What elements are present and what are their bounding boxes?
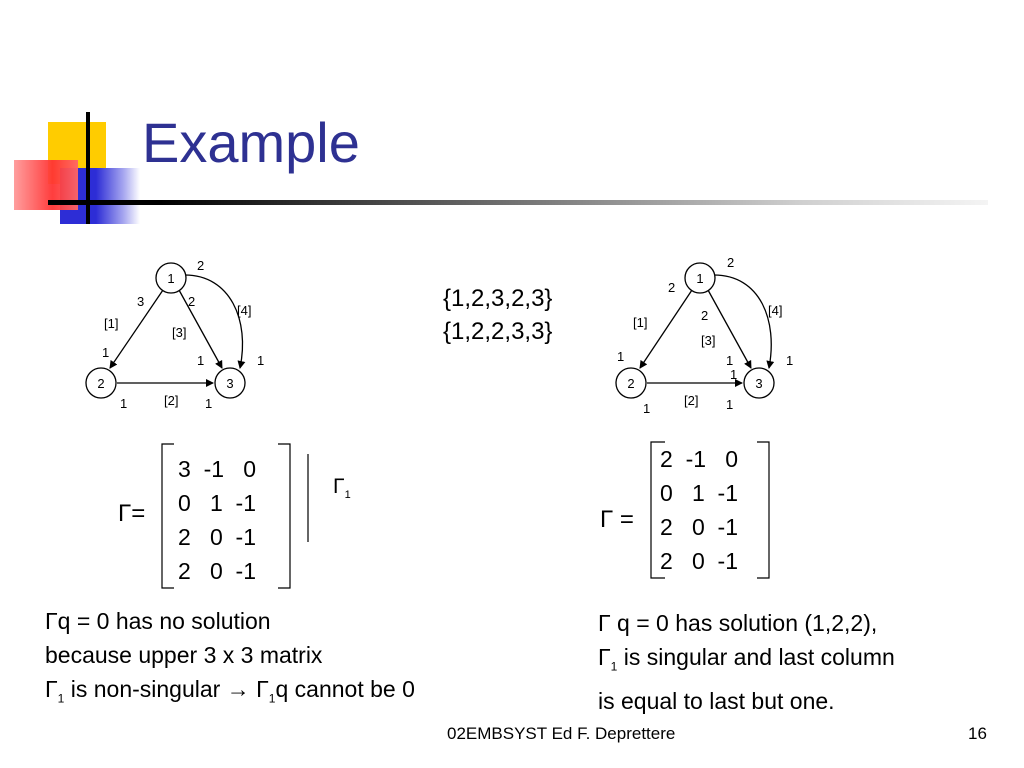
title-underline <box>48 200 988 205</box>
right-label-e13b-name: [4] <box>768 303 783 318</box>
left-line3-index: 1 <box>57 691 65 706</box>
right-explanation-line-1: Γ q = 0 has solution (1,2,2), <box>598 610 878 636</box>
right-label-e12-cons: 1 <box>617 349 625 364</box>
left-label-e23-name: [2] <box>164 393 179 408</box>
right-matrix-row-3: 2 0 -1 <box>660 514 738 540</box>
left-label-e13-cons: 1 <box>197 353 205 368</box>
left-label-e12-name: [1] <box>104 316 119 331</box>
right-edge-1-2 <box>640 290 692 368</box>
sequence-sets <box>443 282 552 348</box>
right-label-e13-name: [3] <box>701 333 716 348</box>
left-gamma1-label <box>333 475 351 501</box>
right-line2-end: is singular and last column <box>617 644 895 670</box>
right-label-e23-prod: 1 <box>643 401 651 416</box>
left-label-e13b-name: [4] <box>237 303 252 318</box>
right-gamma-label: Γ = <box>600 506 634 533</box>
left-matrix-row-2: 0 1 -1 <box>178 490 256 516</box>
left-node-1-label: 1 <box>167 271 175 286</box>
slide-title: Example <box>142 111 360 174</box>
sequence-set-2: {1,2,2,3,3} <box>443 318 553 345</box>
left-explanation-line-3 <box>45 672 415 716</box>
right-label-e12-prod: 2 <box>668 280 676 295</box>
right-line2-index: 1 <box>610 659 618 674</box>
left-matrix-row-4: 2 0 -1 <box>178 558 256 584</box>
right-explanation-line-2 <box>598 640 895 684</box>
left-label-e13-prod: 2 <box>188 294 196 309</box>
right-label-e12-name: [1] <box>633 315 648 330</box>
right-node-1-label: 1 <box>696 271 704 286</box>
right-matrix-values <box>660 442 738 578</box>
right-line2-gamma: Γ <box>598 644 611 670</box>
right-label-e23-cons: 1 <box>726 397 734 412</box>
left-label-e13-name: [3] <box>172 325 187 340</box>
left-line3-middle: is non-singular → Γ <box>64 676 269 702</box>
left-matrix-row-1: 3 -1 0 <box>178 456 256 482</box>
left-line3-gamma: Γ <box>45 676 58 702</box>
left-explanation-line-2: because upper 3 x 3 matrix <box>45 642 323 668</box>
right-label-e13b-cons: 1 <box>786 353 794 368</box>
left-label-n1-top: 2 <box>197 258 205 273</box>
left-explanation-line-1: Γq = 0 has no solution <box>45 608 271 634</box>
left-label-e23-cons: 1 <box>205 396 213 411</box>
decor-vertical-line <box>86 112 90 224</box>
decor-horizontal-line <box>48 200 138 205</box>
left-line3-index-2: 1 <box>268 691 276 706</box>
right-label-e23-name: [2] <box>684 393 699 408</box>
left-line3-end: q cannot be 0 <box>275 676 415 702</box>
right-matrix-row-2: 0 1 -1 <box>660 480 738 506</box>
right-node-2-label: 2 <box>627 376 635 391</box>
sequence-set-1: {1,2,3,2,3} <box>443 285 553 312</box>
right-matrix-row-1: 2 -1 0 <box>660 446 738 472</box>
right-node-3-label: 3 <box>755 376 763 391</box>
left-gamma1-symbol: Γ <box>333 475 345 498</box>
right-matrix-row-4: 2 0 -1 <box>660 548 738 574</box>
right-explanation-line-3: is equal to last but one. <box>598 687 835 714</box>
left-matrix-values <box>178 452 256 588</box>
left-label-e12-cons: 1 <box>102 345 110 360</box>
left-gamma1-index: 1 <box>344 489 351 502</box>
right-label-e13-cons: 1 <box>726 353 734 368</box>
footer-page-number: 16 <box>968 724 987 743</box>
left-label-e12-prod: 3 <box>137 294 145 309</box>
footer-course-label: 02EMBSYST Ed F. Deprettere <box>447 724 676 743</box>
left-matrix-row-3: 2 0 -1 <box>178 524 256 550</box>
left-label-e13b-cons: 1 <box>257 353 265 368</box>
right-sdf-graph <box>600 250 830 420</box>
left-node-3-label: 3 <box>226 376 234 391</box>
right-label-n1-top: 2 <box>727 255 735 270</box>
left-explanation <box>45 604 415 716</box>
left-sdf-graph <box>70 250 300 420</box>
left-label-e23-prod: 1 <box>120 396 128 411</box>
left-node-2-label: 2 <box>97 376 105 391</box>
right-label-e13-prod: 2 <box>701 308 709 323</box>
right-label-e13-cons-2: 1 <box>730 367 738 382</box>
right-explanation <box>598 606 895 718</box>
left-gamma-label: Γ= <box>118 500 146 527</box>
